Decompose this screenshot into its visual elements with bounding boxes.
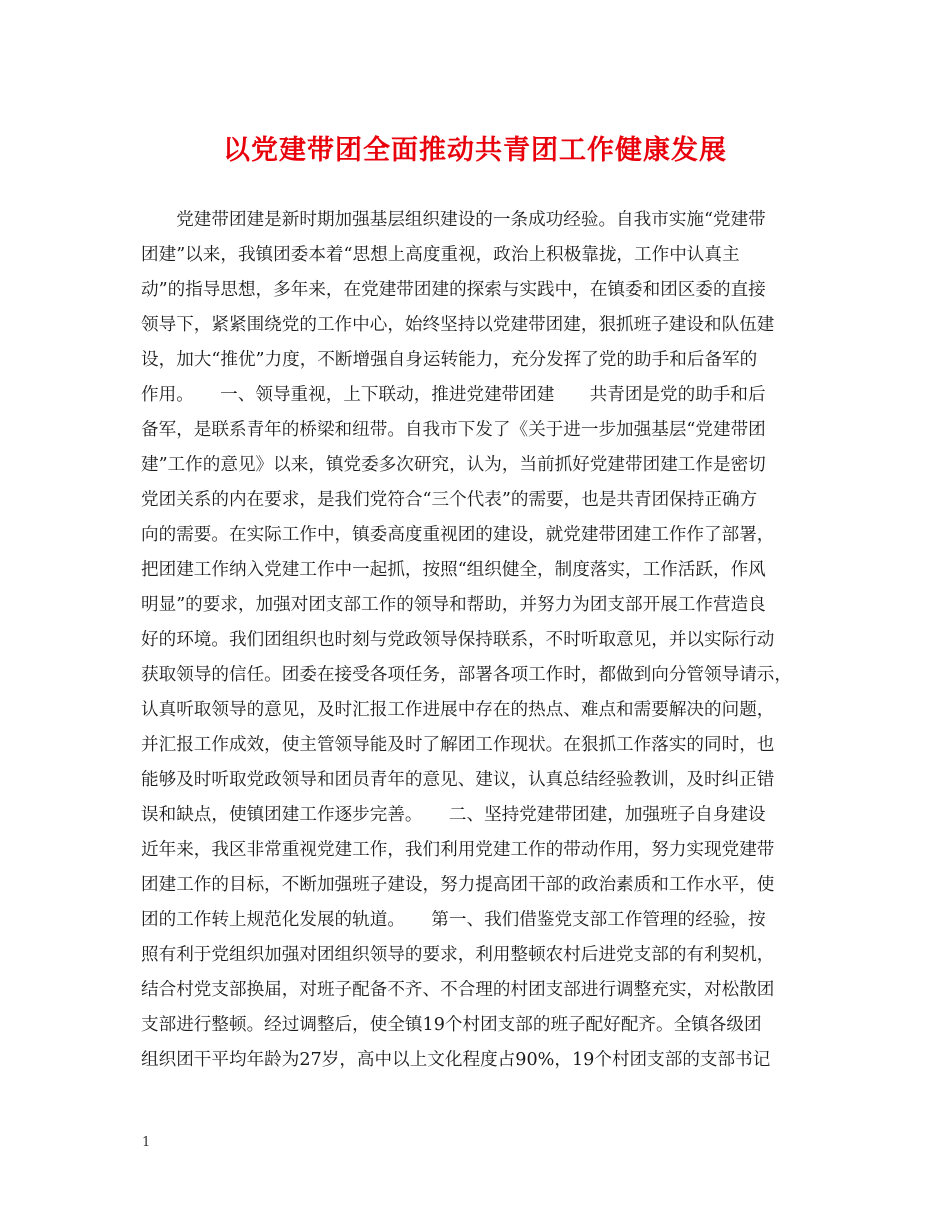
body-line: 建”工作的意见》以来，镇党委多次研究，认为，当前抓好党建带团建工作是密切 bbox=[141, 455, 766, 475]
body-line: 明显”的要求，加强对团支部工作的领导和帮助，并努力为团支部开展工作营造良 bbox=[141, 595, 766, 615]
body-line: 团的工作转上规范化发展的轨道。 第一、我们借鉴党支部工作管理的经验，按 bbox=[141, 910, 766, 930]
body-line: 设，加大“推优”力度，不断增强自身运转能力，充分发挥了党的助手和后备军的 bbox=[141, 350, 758, 370]
body-line: 误和缺点，使镇团建工作逐步完善。 二、坚持党建带团建，加强班子自身建设 bbox=[141, 805, 766, 825]
body-line: 团建”以来，我镇团委本着“思想上高度重视，政治上积极靠拢，工作中认真主 bbox=[141, 245, 740, 265]
body-line: 备军，是联系青年的桥梁和纽带。自我市下发了《关于进一步加强基层“党建带团 bbox=[141, 420, 766, 440]
body-line: 结合村党支部换届，对班子配备不齐、不合理的村团支部进行调整充实，对松散团 bbox=[141, 980, 775, 1000]
body-line: 获取领导的信任。团委在接受各项任务，部署各项工作时，都做到向分管领导请示， bbox=[141, 665, 792, 685]
body-line: 近年来，我区非常重视党建工作，我们利用党建工作的带动作用，努力实现党建带 bbox=[141, 840, 775, 860]
body-line: 照有利于党组织加强对团组织领导的要求，利用整顿农村后进党支部的有利契机， bbox=[141, 945, 775, 965]
body-line: 党团关系的内在要求，是我们党符合“三个代表”的需要，也是共青团保持正确方 bbox=[141, 490, 758, 510]
body-line: 把团建工作纳入党建工作中一起抓，按照“组织健全，制度落实，工作活跃，作风 bbox=[141, 560, 766, 580]
body-line: 动”的指导思想，多年来，在党建带团建的探索与实践中，在镇委和团区委的直接 bbox=[141, 280, 766, 300]
body-line: 支部进行整顿。经过调整后，使全镇19个村团支部的班子配好配齐。全镇各级团 bbox=[141, 1015, 762, 1035]
body-line: 团建工作的目标，不断加强班子建设，努力提高团干部的政治素质和工作水平，使 bbox=[141, 875, 775, 895]
body-line: 领导下，紧紧围绕党的工作中心，始终坚持以党建带团建，狠抓班子建设和队伍建 bbox=[141, 315, 775, 335]
document-body bbox=[141, 203, 821, 1078]
body-line: 好的环境。我们团组织也时刻与党政领导保持联系，不时听取意见，并以实际行动 bbox=[141, 630, 775, 650]
body-line: 作用。 一、领导重视，上下联动，推进党建带团建 共青团是党的助手和后 bbox=[141, 385, 766, 405]
body-line: 认真听取领导的意见，及时汇报工作进展中存在的热点、难点和需要解决的问题， bbox=[141, 700, 775, 720]
body-line: 组织团干平均年龄为27岁，高中以上文化程度占90%，19个村团支部的支部书记 bbox=[141, 1050, 771, 1070]
body-line: 党建带团建是新时期加强基层组织建设的一条成功经验。自我市实施“党建带 bbox=[141, 210, 766, 230]
body-line: 向的需要。在实际工作中，镇委高度重视团的建设，就党建带团建工作作了部署， bbox=[141, 525, 775, 545]
body-line: 能够及时听取党政领导和团员青年的意见、建议，认真总结经验教训，及时纠正错 bbox=[141, 770, 775, 790]
document-title: 以党建带团全面推动共青团工作健康发展 bbox=[223, 135, 727, 166]
page-number: 1 bbox=[142, 1135, 151, 1150]
body-line: 并汇报工作成效，使主管领导能及时了解团工作现状。在狠抓工作落实的同时，也 bbox=[141, 735, 775, 755]
